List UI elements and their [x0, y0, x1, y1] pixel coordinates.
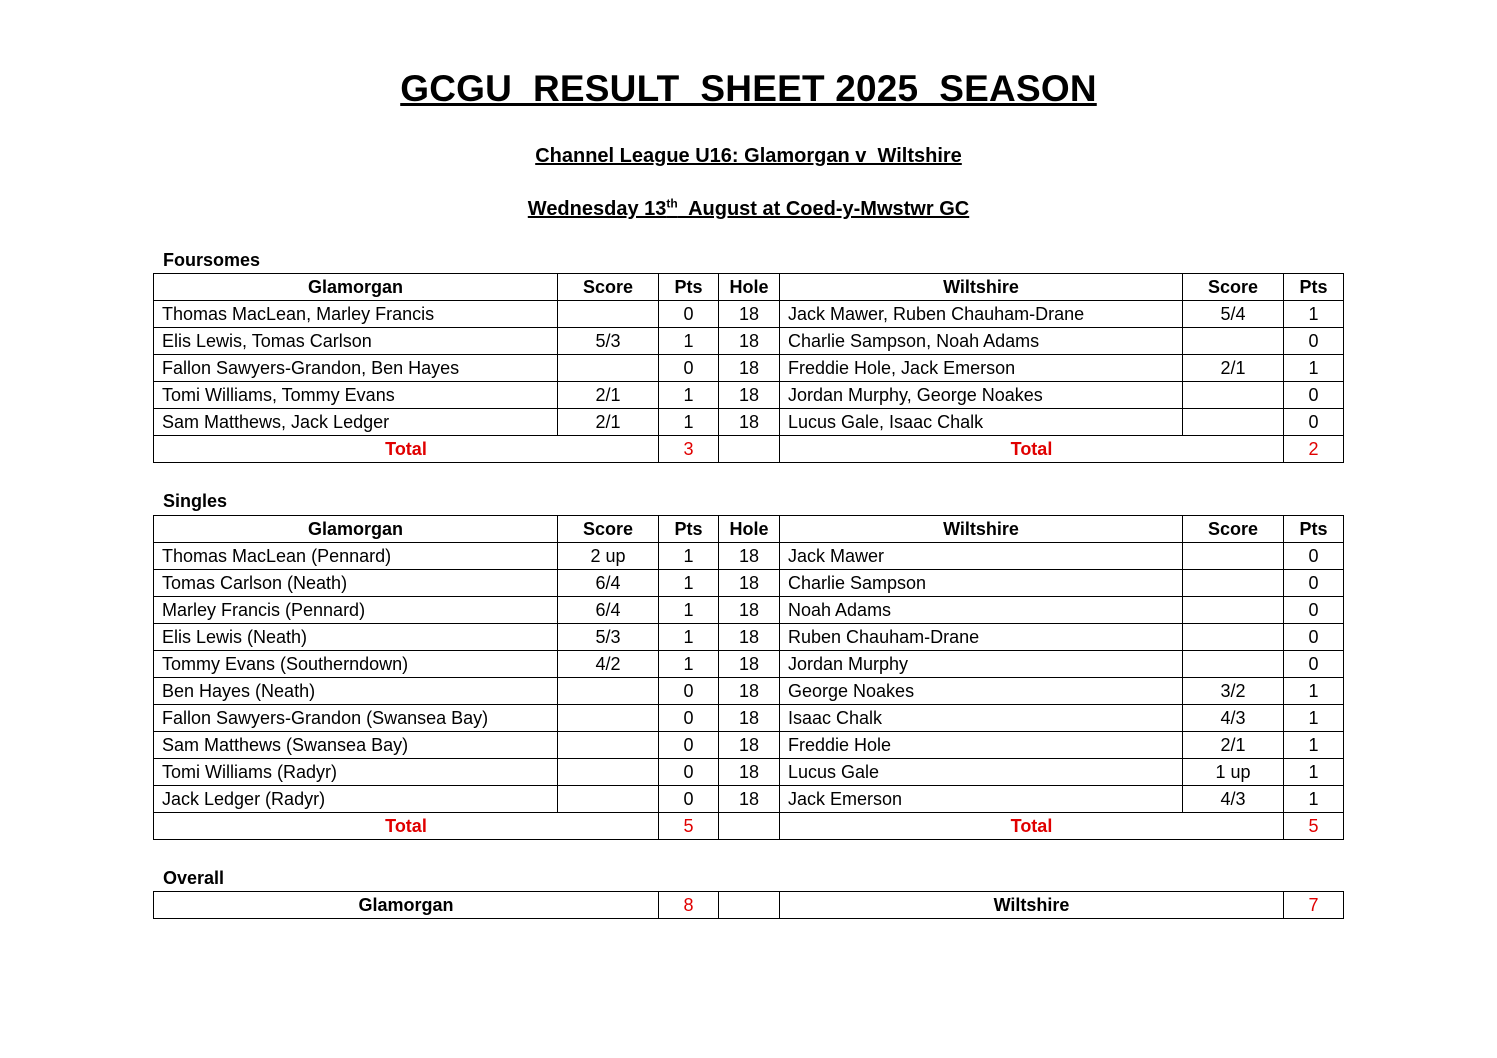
table-header-row: [154, 274, 1344, 301]
glamorgan-pts: 0: [659, 732, 719, 759]
glamorgan-score: [558, 732, 659, 759]
table-row: [154, 543, 1344, 570]
wiltshire-player: Freddie Hole: [780, 732, 1183, 759]
hole: 18: [719, 624, 780, 651]
glamorgan-score: 5/3: [558, 328, 659, 355]
glamorgan-total-label: Total: [154, 436, 659, 463]
col-glamorgan: Glamorgan: [154, 516, 558, 543]
glamorgan-player: Tommy Evans (Southerndown): [154, 651, 558, 678]
wiltshire-total-value: 5: [1284, 813, 1344, 840]
hole: 18: [719, 786, 780, 813]
glamorgan-total-value: 5: [659, 813, 719, 840]
wiltshire-player: Jack Mawer, Ruben Chauham-Drane: [780, 301, 1183, 328]
col-score: Score: [558, 274, 659, 301]
glamorgan-score: [558, 759, 659, 786]
table-row: [154, 328, 1344, 355]
date-suffix: August at Coed-y-Mwstwr GC: [677, 198, 970, 220]
wiltshire-total-label: Total: [780, 813, 1284, 840]
glamorgan-pts: 0: [659, 759, 719, 786]
table-row: [154, 786, 1344, 813]
match-subtitle: Channel League U16: Glamorgan v Wiltshire: [535, 145, 962, 167]
wiltshire-score: [1183, 624, 1284, 651]
glamorgan-pts: 1: [659, 570, 719, 597]
glamorgan-score: 2/1: [558, 382, 659, 409]
glamorgan-pts: 0: [659, 705, 719, 732]
table-row: [154, 651, 1344, 678]
wiltshire-player: Jack Mawer: [780, 543, 1183, 570]
wiltshire-pts: 1: [1284, 678, 1344, 705]
table-row: [154, 570, 1344, 597]
wiltshire-pts: 1: [1284, 301, 1344, 328]
hole: 18: [719, 543, 780, 570]
wiltshire-pts: 0: [1284, 570, 1344, 597]
glamorgan-player: Tomas Carlson (Neath): [154, 570, 558, 597]
glamorgan-pts: 0: [659, 355, 719, 382]
col-pts: Pts: [1284, 274, 1344, 301]
hole: 18: [719, 705, 780, 732]
wiltshire-pts: 0: [1284, 543, 1344, 570]
hole: 18: [719, 409, 780, 436]
wiltshire-player: Freddie Hole, Jack Emerson: [780, 355, 1183, 382]
wiltshire-score: [1183, 409, 1284, 436]
col-pts: Pts: [1284, 516, 1344, 543]
glamorgan-pts: 1: [659, 651, 719, 678]
hole: 18: [719, 382, 780, 409]
overall-table: [153, 891, 1344, 919]
singles-table: [153, 515, 1344, 840]
col-score: Score: [558, 516, 659, 543]
wiltshire-pts: 0: [1284, 597, 1344, 624]
wiltshire-pts: 1: [1284, 732, 1344, 759]
wiltshire-player: Charlie Sampson: [780, 570, 1183, 597]
table-row: [154, 355, 1344, 382]
wiltshire-score: [1183, 597, 1284, 624]
wiltshire-player: Jack Emerson: [780, 786, 1183, 813]
glamorgan-pts: 1: [659, 382, 719, 409]
glamorgan-player: Fallon Sawyers-Grandon, Ben Hayes: [154, 355, 558, 382]
col-score: Score: [1183, 274, 1284, 301]
wiltshire-score: [1183, 543, 1284, 570]
glamorgan-player: Marley Francis (Pennard): [154, 597, 558, 624]
glamorgan-score: 5/3: [558, 624, 659, 651]
col-glamorgan: Glamorgan: [154, 274, 558, 301]
glamorgan-player: Sam Matthews (Swansea Bay): [154, 732, 558, 759]
glamorgan-pts: 0: [659, 678, 719, 705]
wiltshire-player: Isaac Chalk: [780, 705, 1183, 732]
wiltshire-score: [1183, 328, 1284, 355]
hole: 18: [719, 570, 780, 597]
glamorgan-pts: 1: [659, 597, 719, 624]
wiltshire-pts: 1: [1284, 759, 1344, 786]
wiltshire-pts: 0: [1284, 651, 1344, 678]
hole: 18: [719, 678, 780, 705]
hole: 18: [719, 651, 780, 678]
foursomes-table: [153, 273, 1344, 463]
glamorgan-player: Ben Hayes (Neath): [154, 678, 558, 705]
wiltshire-score: [1183, 382, 1284, 409]
table-row: [154, 301, 1344, 328]
table-row: [154, 409, 1344, 436]
wiltshire-score: 4/3: [1183, 786, 1284, 813]
overall-label: Overall: [163, 868, 225, 888]
glamorgan-player: Tomi Williams, Tommy Evans: [154, 382, 558, 409]
singles-label: Singles: [163, 491, 228, 511]
glamorgan-score: [558, 678, 659, 705]
page-title: GCGU RESULT SHEET 2025 SEASON: [400, 68, 1097, 109]
wiltshire-score: 5/4: [1183, 301, 1284, 328]
wiltshire-pts: 0: [1284, 624, 1344, 651]
table-row: [154, 705, 1344, 732]
overall-glamorgan-total: 8: [659, 892, 719, 919]
glamorgan-player: Elis Lewis (Neath): [154, 624, 558, 651]
total-row: [154, 436, 1344, 463]
wiltshire-pts: 0: [1284, 382, 1344, 409]
date-prefix: Wednesday 13: [527, 198, 667, 220]
wiltshire-player: Lucus Gale: [780, 759, 1183, 786]
glamorgan-pts: 0: [659, 301, 719, 328]
glamorgan-score: [558, 355, 659, 382]
table-row: [154, 759, 1344, 786]
total-row: [154, 813, 1344, 840]
col-hole: Hole: [719, 516, 780, 543]
overall-glamorgan-label: Glamorgan: [154, 892, 659, 919]
wiltshire-player: Charlie Sampson, Noah Adams: [780, 328, 1183, 355]
wiltshire-pts: 0: [1284, 328, 1344, 355]
glamorgan-player: Fallon Sawyers-Grandon (Swansea Bay): [154, 705, 558, 732]
glamorgan-score: 4/2: [558, 651, 659, 678]
col-hole: Hole: [719, 274, 780, 301]
wiltshire-player: Ruben Chauham-Drane: [780, 624, 1183, 651]
col-wiltshire: Wiltshire: [780, 516, 1183, 543]
wiltshire-score: [1183, 651, 1284, 678]
wiltshire-score: 3/2: [1183, 678, 1284, 705]
hole: 18: [719, 355, 780, 382]
wiltshire-score: 2/1: [1183, 732, 1284, 759]
glamorgan-score: 2/1: [558, 409, 659, 436]
col-pts: Pts: [659, 516, 719, 543]
col-pts: Pts: [659, 274, 719, 301]
glamorgan-total-value: 3: [659, 436, 719, 463]
glamorgan-total-label: Total: [154, 813, 659, 840]
glamorgan-player: Jack Ledger (Radyr): [154, 786, 558, 813]
overall-row: [154, 892, 1344, 919]
table-row: [154, 382, 1344, 409]
wiltshire-pts: 0: [1284, 409, 1344, 436]
hole: 18: [719, 597, 780, 624]
glamorgan-player: Elis Lewis, Tomas Carlson: [154, 328, 558, 355]
wiltshire-pts: 1: [1284, 705, 1344, 732]
wiltshire-score: [1183, 570, 1284, 597]
wiltshire-player: Jordan Murphy: [780, 651, 1183, 678]
wiltshire-player: Noah Adams: [780, 597, 1183, 624]
glamorgan-score: [558, 705, 659, 732]
match-date-venue: [0, 198, 1497, 221]
hole: 18: [719, 301, 780, 328]
table-row: [154, 732, 1344, 759]
col-score: Score: [1183, 516, 1284, 543]
foursomes-label: Foursomes: [163, 250, 261, 270]
table-row: [154, 678, 1344, 705]
wiltshire-score: 1 up: [1183, 759, 1284, 786]
glamorgan-pts: 1: [659, 328, 719, 355]
overall-wiltshire-total: 7: [1284, 892, 1344, 919]
glamorgan-player: Thomas MacLean (Pennard): [154, 543, 558, 570]
col-wiltshire: Wiltshire: [780, 274, 1183, 301]
glamorgan-score: 6/4: [558, 570, 659, 597]
hole-empty-cell: [719, 436, 780, 463]
glamorgan-player: Tomi Williams (Radyr): [154, 759, 558, 786]
hole-empty-cell: [719, 892, 780, 919]
glamorgan-pts: 0: [659, 786, 719, 813]
glamorgan-pts: 1: [659, 624, 719, 651]
glamorgan-score: [558, 301, 659, 328]
overall-wiltshire-label: Wiltshire: [780, 892, 1284, 919]
wiltshire-score: 4/3: [1183, 705, 1284, 732]
hole: 18: [719, 759, 780, 786]
wiltshire-player: Jordan Murphy, George Noakes: [780, 382, 1183, 409]
glamorgan-pts: 1: [659, 409, 719, 436]
glamorgan-score: 2 up: [558, 543, 659, 570]
table-row: [154, 624, 1344, 651]
date-ordinal: th: [666, 196, 678, 211]
table-header-row: [154, 516, 1344, 543]
table-row: [154, 597, 1344, 624]
hole: 18: [719, 328, 780, 355]
hole-empty-cell: [719, 813, 780, 840]
glamorgan-score: 6/4: [558, 597, 659, 624]
glamorgan-player: Sam Matthews, Jack Ledger: [154, 409, 558, 436]
wiltshire-player: Lucus Gale, Isaac Chalk: [780, 409, 1183, 436]
wiltshire-pts: 1: [1284, 786, 1344, 813]
wiltshire-pts: 1: [1284, 355, 1344, 382]
hole: 18: [719, 732, 780, 759]
glamorgan-player: Thomas MacLean, Marley Francis: [154, 301, 558, 328]
wiltshire-total-value: 2: [1284, 436, 1344, 463]
wiltshire-total-label: Total: [780, 436, 1284, 463]
glamorgan-score: [558, 786, 659, 813]
wiltshire-score: 2/1: [1183, 355, 1284, 382]
wiltshire-player: George Noakes: [780, 678, 1183, 705]
glamorgan-pts: 1: [659, 543, 719, 570]
